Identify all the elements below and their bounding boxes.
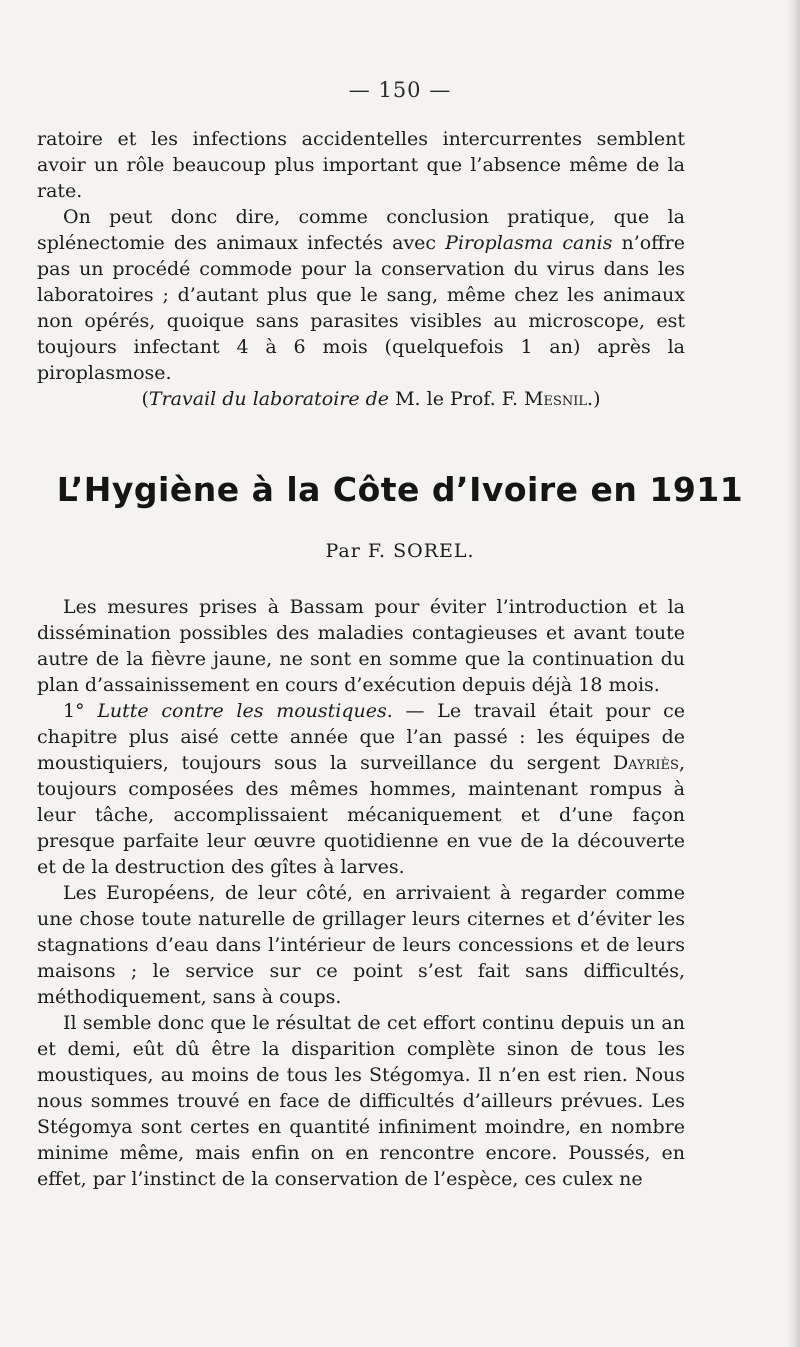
sergeant-name: Dayriès xyxy=(612,752,679,774)
previous-article-ending xyxy=(37,126,685,412)
body-paragraph-3: Les Européens, de leur côté, en arrivaient à regarder comme une chose toute naturelle de grillager leurs citernes et d’éviter les stagnations d’eau dans l’intérieur de leurs concessions et de leurs maisons ; le service sur ce point s’est fait sans difficultés, méthodiquement, sans à coups. xyxy=(37,882,685,1008)
body-paragraph-4: Il semble donc que le résultat de cet effort continu depuis un an et demi, eût dû être la disparition complète sinon de tous les moustiques, au moins de tous les Stégomya. Il n’en est rien. Nous nous sommes trouvé en face de difficultés d’ailleurs prévues. Les Stégomya sont certes en quantité infiniment moindre, en nombre minime même, mais enfin on en rencontre encore. Poussés, en effet, par l’instinct de la conservation de l’espèce, ces culex ne xyxy=(37,1012,685,1190)
attribution-surname: Mesnil xyxy=(524,388,588,410)
body-paragraph-1: Les mesures prises à Bassam pour éviter l’introduction et la dissémination possibles des maladies contagieuses et avant toute autre de la fièvre jaune, ne sont en somme que la continuation du plan d’assainissement en cours d’exécution depuis déjà 18 mois. xyxy=(37,596,685,696)
article-byline: Par F. SOREL. xyxy=(325,540,475,562)
conclusion-paragraph xyxy=(37,204,685,386)
paragraph-2-text-b: , toujours composées des mêmes hommes, maintenant rompus à leur tâche, accomplissaient mécaniquement et d’une façon presque parfaite leur œuvre quotidienne en vue de la découverte et de la destruction des gîtes à larves. xyxy=(37,752,685,878)
conclusion-text-start: On peut donc dire, comme conclusion pratique, que la splénectomie des animaux infectés avec xyxy=(37,206,685,254)
page-edge-shadow xyxy=(786,0,800,1347)
page-number: — 150 — xyxy=(348,78,452,102)
species-name: Piroplasma canis xyxy=(445,232,613,254)
attribution-work: Travail du laboratoire de xyxy=(148,388,390,410)
attribution-person: M. le Prof. F. xyxy=(389,388,525,410)
laboratory-attribution xyxy=(37,386,685,412)
paragraph-2-text-a: — Le travail était pour ce chapitre plus aisé cette année que l’an passé : les équipes de moustiquiers, toujours sous la surveillance du sergent xyxy=(37,700,685,774)
attribution-open: ( xyxy=(141,388,149,410)
section-number: 1° xyxy=(63,700,98,722)
article-title: L’Hygiène à la Côte d’Ivoire en 1911 xyxy=(56,470,744,509)
article-body xyxy=(37,594,685,1192)
attribution-close: .) xyxy=(587,388,601,410)
continuation-paragraph: ratoire et les infections accidentelles intercurrentes semblent avoir un rôle beaucoup plus important que l’absence même de la rate. xyxy=(37,128,685,202)
body-paragraph-2 xyxy=(37,698,685,880)
section-heading: Lutte contre les moustiques. xyxy=(97,700,393,722)
conclusion-text-end: n’offre pas un procédé commode pour la conservation du virus dans les laboratoires ; d’autant plus que le sang, même chez les animaux non opérés, quoique sans parasites visibles au microscope, est toujours infectant 4 à 6 mois (quelquefois 1 an) après la piroplasmose. xyxy=(37,232,685,384)
